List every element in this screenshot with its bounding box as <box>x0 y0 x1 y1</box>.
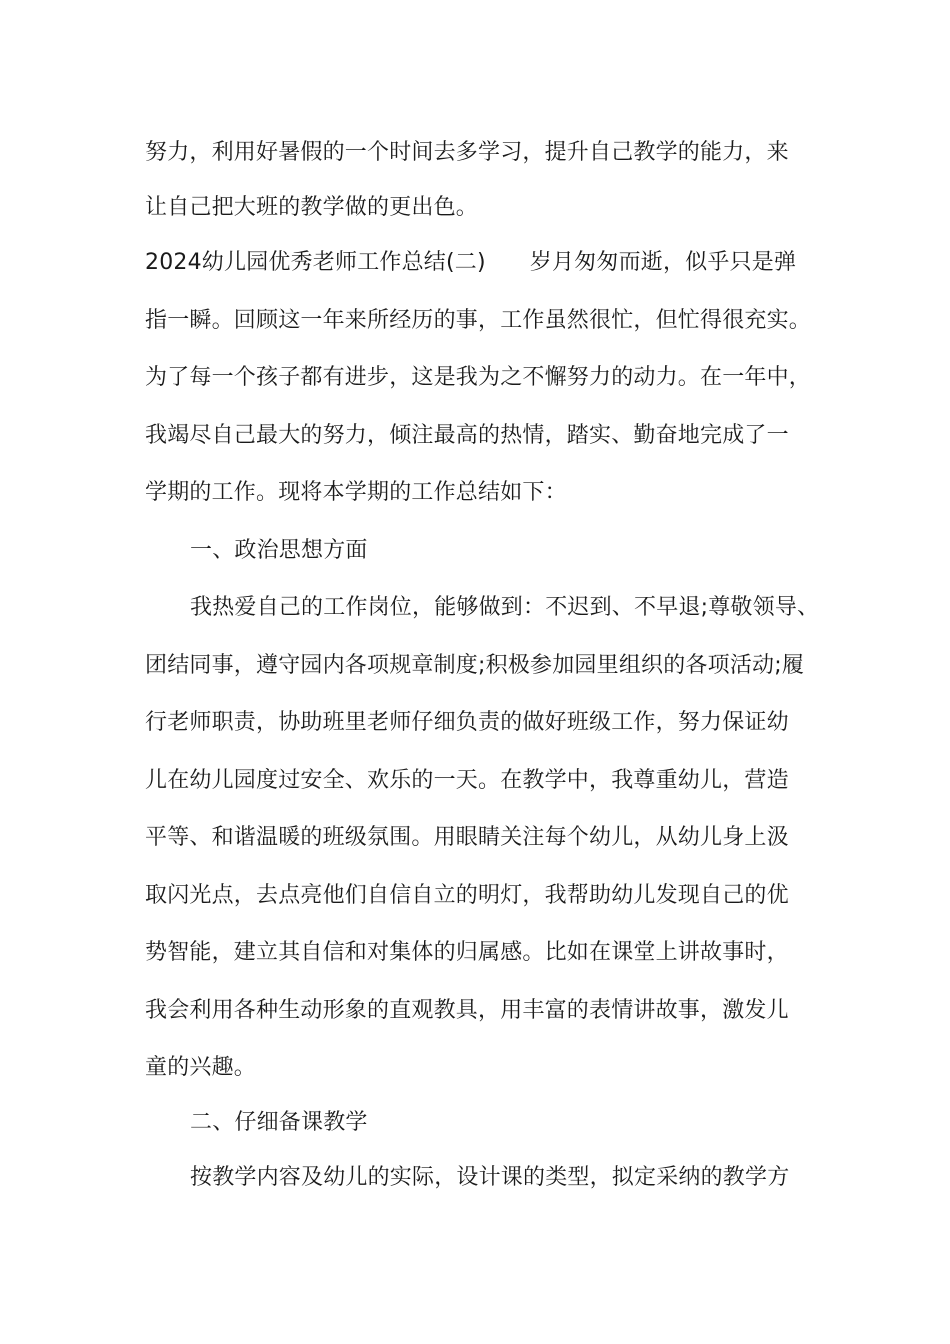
paragraph-line: 我热爱自己的工作岗位，能够做到：不迟到、不早退;尊敬领导、 <box>190 595 820 620</box>
section-heading: 一、政治思想方面 <box>190 538 368 563</box>
paragraph-line: 团结同事，遵守园内各项规章制度;积极参加园里组织的各项活动;履 <box>145 653 805 678</box>
paragraph-line: 儿在幼儿园度过安全、欢乐的一天。在教学中，我尊重幼儿，营造 <box>145 768 789 793</box>
paragraph-line: 学期的工作。现将本学期的工作总结如下： <box>145 480 567 505</box>
paragraph-line: 指一瞬。回顾这一年来所经历的事，工作虽然很忙，但忙得很充实。 <box>145 308 812 333</box>
paragraph-line: 平等、和谐温暖的班级氛围。用眼睛关注每个幼儿，从幼儿身上汲 <box>145 825 789 850</box>
paragraph-line: 我竭尽自己最大的努力，倾注最高的热情，踏实、勤奋地完成了一 <box>145 423 789 448</box>
paragraph-line: 努力，利用好暑假的一个时间去多学习，提升自己教学的能力，来 <box>145 140 789 165</box>
paragraph-line: 为了每一个孩子都有进步，这是我为之不懈努力的动力。在一年中， <box>145 365 812 390</box>
paragraph-line: 取闪光点，去点亮他们自信自立的明灯，我帮助幼儿发现自己的优 <box>145 883 789 908</box>
title-line <box>145 248 835 278</box>
paragraph-text: 岁月匆匆而逝，似乎只是弹 <box>529 250 797 275</box>
document-title: 2024幼儿园优秀老师工作总结(二) <box>145 250 486 275</box>
paragraph-line: 按教学内容及幼儿的实际，设计课的类型，拟定采纳的教学方 <box>190 1165 790 1190</box>
paragraph-line: 让自己把大班的教学做的更出色。 <box>145 195 479 220</box>
paragraph-line: 行老师职责，协助班里老师仔细负责的做好班级工作，努力保证幼 <box>145 710 789 735</box>
paragraph-line: 童的兴趣。 <box>145 1055 257 1080</box>
section-heading: 二、仔细备课教学 <box>190 1110 368 1135</box>
paragraph-line: 我会利用各种生动形象的直观教具，用丰富的表情讲故事，激发儿 <box>145 998 789 1023</box>
paragraph-line: 势智能，建立其自信和对集体的归属感。比如在课堂上讲故事时， <box>145 940 789 965</box>
